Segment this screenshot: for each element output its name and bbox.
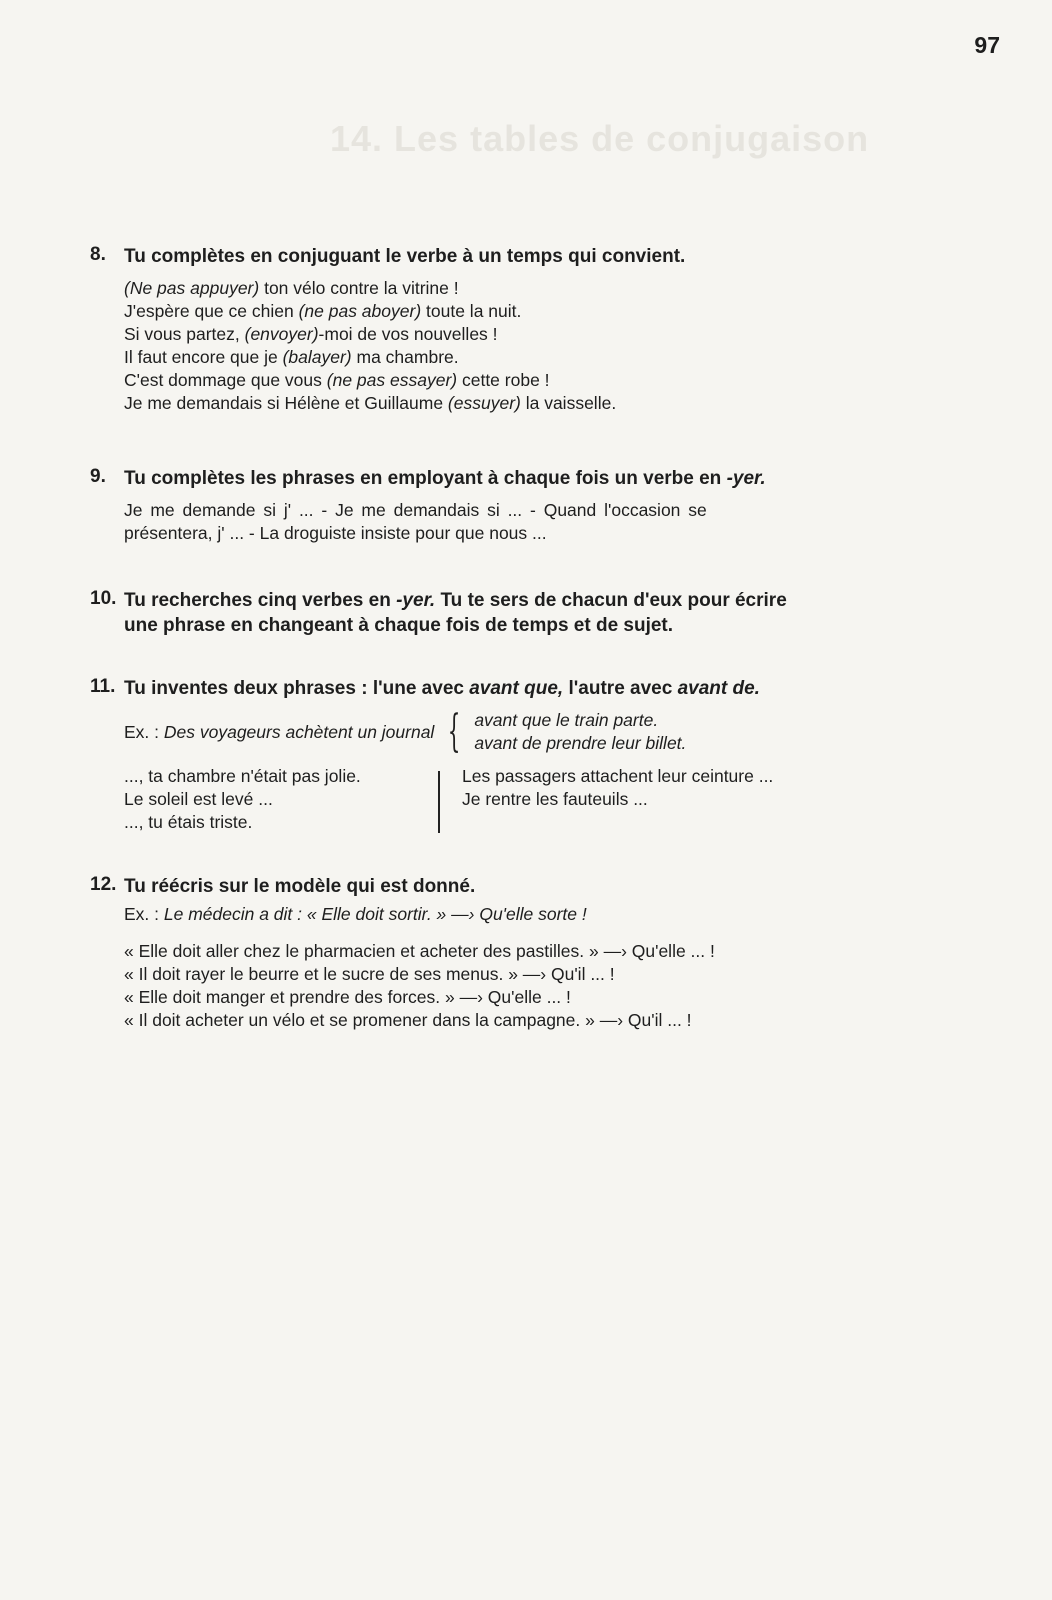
exercise-9 xyxy=(90,466,890,545)
brace-icon: { xyxy=(448,706,461,757)
example: Ex. : Le médecin a dit : « Elle doit sortir. » —› Qu'elle sorte ! xyxy=(124,904,587,924)
exercise-title: Tu recherches cinq verbes en -yer. Tu te sers de chacun d'eux pour écrire une phrase en changeant à chaque fois de temps et de sujet. xyxy=(124,590,787,636)
exercise-8 xyxy=(90,244,890,415)
exercise-body xyxy=(124,499,890,545)
bleed-through-title: 14. Les tables de conjugaison xyxy=(330,118,870,159)
exercise-title: Tu complètes les phrases en employant à chaque fois un verbe en -yer. xyxy=(124,468,766,489)
exercise-12 xyxy=(90,874,890,1032)
sentence: Les passagers attachent leur ceinture ... xyxy=(462,766,774,786)
page-number: 97 xyxy=(974,32,1000,58)
exercise-11 xyxy=(90,676,890,834)
exercise-title: Tu inventes deux phrases : l'une avec avant que, l'autre avec avant de. xyxy=(124,678,760,699)
sentence: Il faut encore que je (balayer) ma chambre. xyxy=(124,347,459,367)
sentence: Le soleil est levé ... xyxy=(124,789,273,809)
sentence: Je me demande si j' ... - Je me demandais si ... - Quand l'occasion se xyxy=(124,500,707,520)
right-column xyxy=(462,765,773,834)
sentence: Je me demandais si Hélène et Guillaume (essuyer) la vaisselle. xyxy=(124,393,617,413)
exercise-number: 11. xyxy=(90,676,116,697)
exercise-number: 12. xyxy=(90,874,117,895)
exercise-number: 9. xyxy=(90,466,106,487)
sentence-columns xyxy=(124,765,890,834)
sentence: ..., tu étais triste. xyxy=(124,812,253,832)
sentence: « Il doit acheter un vélo et se promener dans la campagne. » —› Qu'il ... ! xyxy=(124,1010,692,1030)
left-column xyxy=(124,765,424,834)
exercise-number: 8. xyxy=(90,244,106,265)
column-divider xyxy=(438,771,440,833)
sentence: « Il doit rayer le beurre et le sucre de ses menus. » —› Qu'il ... ! xyxy=(124,964,615,984)
example-alternative: avant que le train parte. xyxy=(474,710,659,730)
sentence: (Ne pas appuyer) ton vélo contre la vitrine ! xyxy=(124,278,459,298)
sentence: C'est dommage que vous (ne pas essayer) cette robe ! xyxy=(124,370,550,390)
exercise-10 xyxy=(90,588,890,638)
sentence: « Elle doit aller chez le pharmacien et acheter des pastilles. » —› Qu'elle ... ! xyxy=(124,941,715,961)
sentence: Je rentre les fauteuils ... xyxy=(462,789,648,809)
example-alternative: avant de prendre leur billet. xyxy=(474,733,687,753)
example: Ex. : Des voyageurs achètent un journal { avant que le train parte. avant de prendre leur billet. xyxy=(124,706,687,757)
sentence: Si vous partez, (envoyer)-moi de vos nouvelles ! xyxy=(124,324,498,344)
sentence: « Elle doit manger et prendre des forces. » —› Qu'elle ... ! xyxy=(124,987,571,1007)
exercise-number: 10. xyxy=(90,588,117,609)
sentence: J'espère que ce chien (ne pas aboyer) toute la nuit. xyxy=(124,301,522,321)
sentence: présentera, j' ... - La droguiste insiste pour que nous ... xyxy=(124,523,547,543)
exercise-title: Tu complètes en conjuguant le verbe à un temps qui convient. xyxy=(124,246,686,267)
exercise-body xyxy=(124,903,890,1032)
exercise-body xyxy=(124,706,890,834)
exercise-title: Tu réécris sur le modèle qui est donné. xyxy=(124,876,476,897)
exercise-body xyxy=(124,277,890,415)
sentence: ..., ta chambre n'était pas jolie. xyxy=(124,766,361,786)
